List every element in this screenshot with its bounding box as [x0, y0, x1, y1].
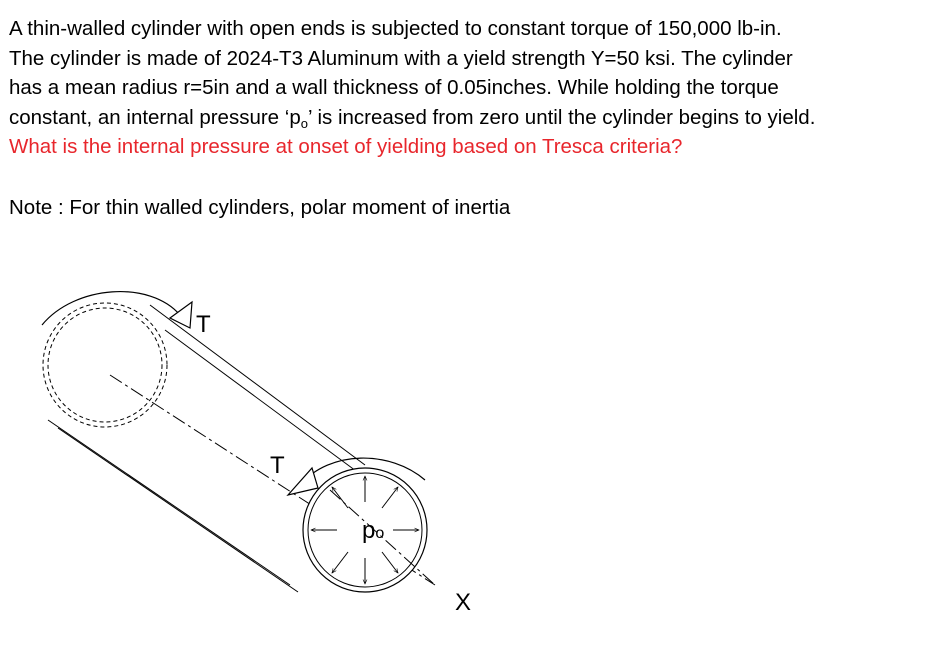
cylinder-diagram — [30, 280, 500, 630]
axis-label-x: X — [455, 589, 472, 616]
back-end-circle — [43, 303, 167, 427]
torque-label-front: T — [270, 452, 285, 479]
question-text: What is the internal pressure at onset of yielding based on Tresca criteria? — [9, 135, 683, 159]
torque-arrow-back — [42, 292, 192, 328]
pressure-subscript: o — [300, 115, 308, 131]
pressure-label-subscript: o — [375, 525, 385, 542]
cylinder-figure — [30, 280, 500, 630]
problem-line-1: A thin-walled cylinder with open ends is subjected to constant torque of 150,000 lb-in. — [9, 17, 782, 40]
problem-line-4 — [9, 103, 944, 133]
torque-label-back: T — [196, 311, 211, 338]
note-text: Note : For thin walled cylinders, polar moment of inertia — [9, 196, 511, 219]
problem-line-4-suffix: ’ is increased from zero until the cylinder begins to yield. — [307, 105, 816, 129]
pressure-label-p: p — [362, 517, 376, 544]
problem-line-4-prefix: constant, an internal pressure ‘p — [9, 105, 301, 129]
problem-line-3: has a mean radius r=5in and a wall thickness of 0.05inches. While holding the torque — [9, 76, 779, 100]
problem-line-2: The cylinder is made of 2024-T3 Aluminum with a yield strength Y=50 ksi. The cylinder — [9, 46, 793, 70]
problem-statement — [9, 14, 944, 162]
